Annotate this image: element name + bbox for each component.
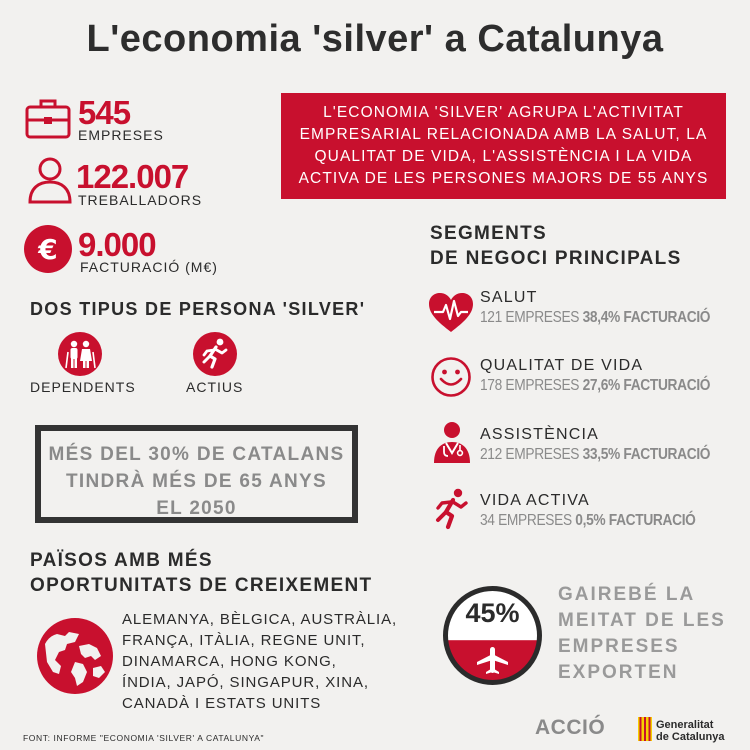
export-percent: 45% xyxy=(465,598,520,628)
svg-text:€: € xyxy=(38,233,58,266)
segment-name: QUALITAT DE VIDA xyxy=(480,357,644,374)
generalitat-line: de Catalunya xyxy=(656,731,725,743)
growth-heading-line: PAÏSOS AMB MÉS xyxy=(30,550,213,571)
heart-pulse-icon xyxy=(428,292,474,334)
runner-icon xyxy=(434,488,470,530)
segment-companies: 212 EMPRESES xyxy=(480,446,580,463)
globe-icon xyxy=(35,616,115,696)
countries-line: ÍNDIA, JAPÓ, SINGAPUR, XINA, xyxy=(122,674,369,691)
countries-line: ALEMANYA, BÈLGICA, AUSTRÀLIA, xyxy=(122,611,398,628)
projection-box xyxy=(35,425,358,523)
export-text xyxy=(558,582,726,686)
export-line: GAIREBÉ LA xyxy=(558,584,696,605)
revenue-value: 9.000 xyxy=(78,226,156,263)
countries-list xyxy=(122,609,397,714)
growth-heading xyxy=(30,548,372,598)
euro-icon xyxy=(23,224,73,274)
generalitat-flag-icon xyxy=(638,717,652,741)
elderly-couple-icon xyxy=(58,332,102,376)
segment-share: 27,6% xyxy=(582,377,620,394)
definition-line: ACTIVA DE LES PERSONES MAJORS DE 55 ANYS xyxy=(298,170,709,187)
person-types-heading: DOS TIPUS DE PERSONA 'SILVER' xyxy=(30,299,366,319)
doctor-icon xyxy=(432,420,472,464)
segment-stats xyxy=(480,446,710,464)
segment-share-label: FACTURACIÓ xyxy=(608,512,696,529)
dependents-label: DEPENDENTS xyxy=(30,379,136,395)
active-label: ACTIUS xyxy=(186,379,244,395)
generalitat-line: Generalitat xyxy=(656,719,714,731)
generalitat-logo xyxy=(656,719,724,743)
segment-share-label: FACTURACIÓ xyxy=(623,446,711,463)
definition-line: EMPRESARIAL RELACIONADA AMB LA SALUT, LA xyxy=(299,126,708,143)
revenue-label: FACTURACIÓ (M€) xyxy=(80,259,218,275)
segment-name: SALUT xyxy=(480,289,538,306)
smiley-icon xyxy=(430,356,472,398)
export-line: MEITAT DE LES xyxy=(558,610,726,631)
projection-line: TINDRÀ MÉS DE 65 ANYS xyxy=(66,471,327,492)
workers-value: 122.007 xyxy=(76,158,189,195)
segment-share: 0,5% xyxy=(575,512,606,529)
runner-icon xyxy=(193,332,237,376)
definition-line: QUALITAT DE VIDA, L'ASSISTÈNCIA I LA VIDA xyxy=(314,148,693,165)
segment-share: 38,4% xyxy=(582,309,620,326)
segment-companies: 178 EMPRESES xyxy=(480,377,580,394)
definition-line: L'ECONOMIA 'SILVER' AGRUPA L'ACTIVITAT xyxy=(323,104,684,121)
segment-companies: 121 EMPRESES xyxy=(480,309,580,326)
segment-stats xyxy=(480,512,696,530)
briefcase-icon xyxy=(24,96,72,140)
segments-heading-line: DE NEGOCI PRINCIPALS xyxy=(430,248,682,269)
segment-companies: 34 EMPRESES xyxy=(480,512,572,529)
source-note: FONT: INFORME "ECONOMIA 'SILVER' A CATALUNYA" xyxy=(23,733,265,743)
projection-line: MÉS DEL 30% DE CATALANS xyxy=(48,444,345,465)
segment-share: 33,5% xyxy=(582,446,620,463)
companies-value: 545 xyxy=(78,94,131,131)
definition-box xyxy=(281,93,726,199)
countries-line: FRANÇA, ITÀLIA, REGNE UNIT, xyxy=(122,632,366,649)
growth-heading-line: OPORTUNITATS DE CREIXEMENT xyxy=(30,575,373,596)
countries-line: CANADÀ I ESTATS UNITS xyxy=(122,695,322,712)
segment-share-label: FACTURACIÓ xyxy=(623,309,711,326)
countries-line: DINAMARCA, HONG KONG, xyxy=(122,653,337,670)
workers-label: TREBALLADORS xyxy=(78,192,203,208)
segments-heading xyxy=(430,221,682,271)
segment-name: VIDA ACTIVA xyxy=(480,492,590,509)
projection-line: EL 2050 xyxy=(156,498,237,519)
export-line: EXPORTEN xyxy=(558,662,679,683)
page-title: L'economia 'silver' a Catalunya xyxy=(86,18,664,60)
segments-heading-line: SEGMENTS xyxy=(430,223,548,244)
export-line: EMPRESES xyxy=(558,636,680,657)
person-icon xyxy=(27,155,73,205)
companies-label: EMPRESES xyxy=(78,127,164,143)
segment-share-label: FACTURACIÓ xyxy=(623,377,711,394)
accio-logo: ACCIÓ xyxy=(535,716,606,739)
segment-stats xyxy=(480,309,710,327)
segment-stats xyxy=(480,377,710,395)
segment-name: ASSISTÈNCIA xyxy=(480,426,600,443)
